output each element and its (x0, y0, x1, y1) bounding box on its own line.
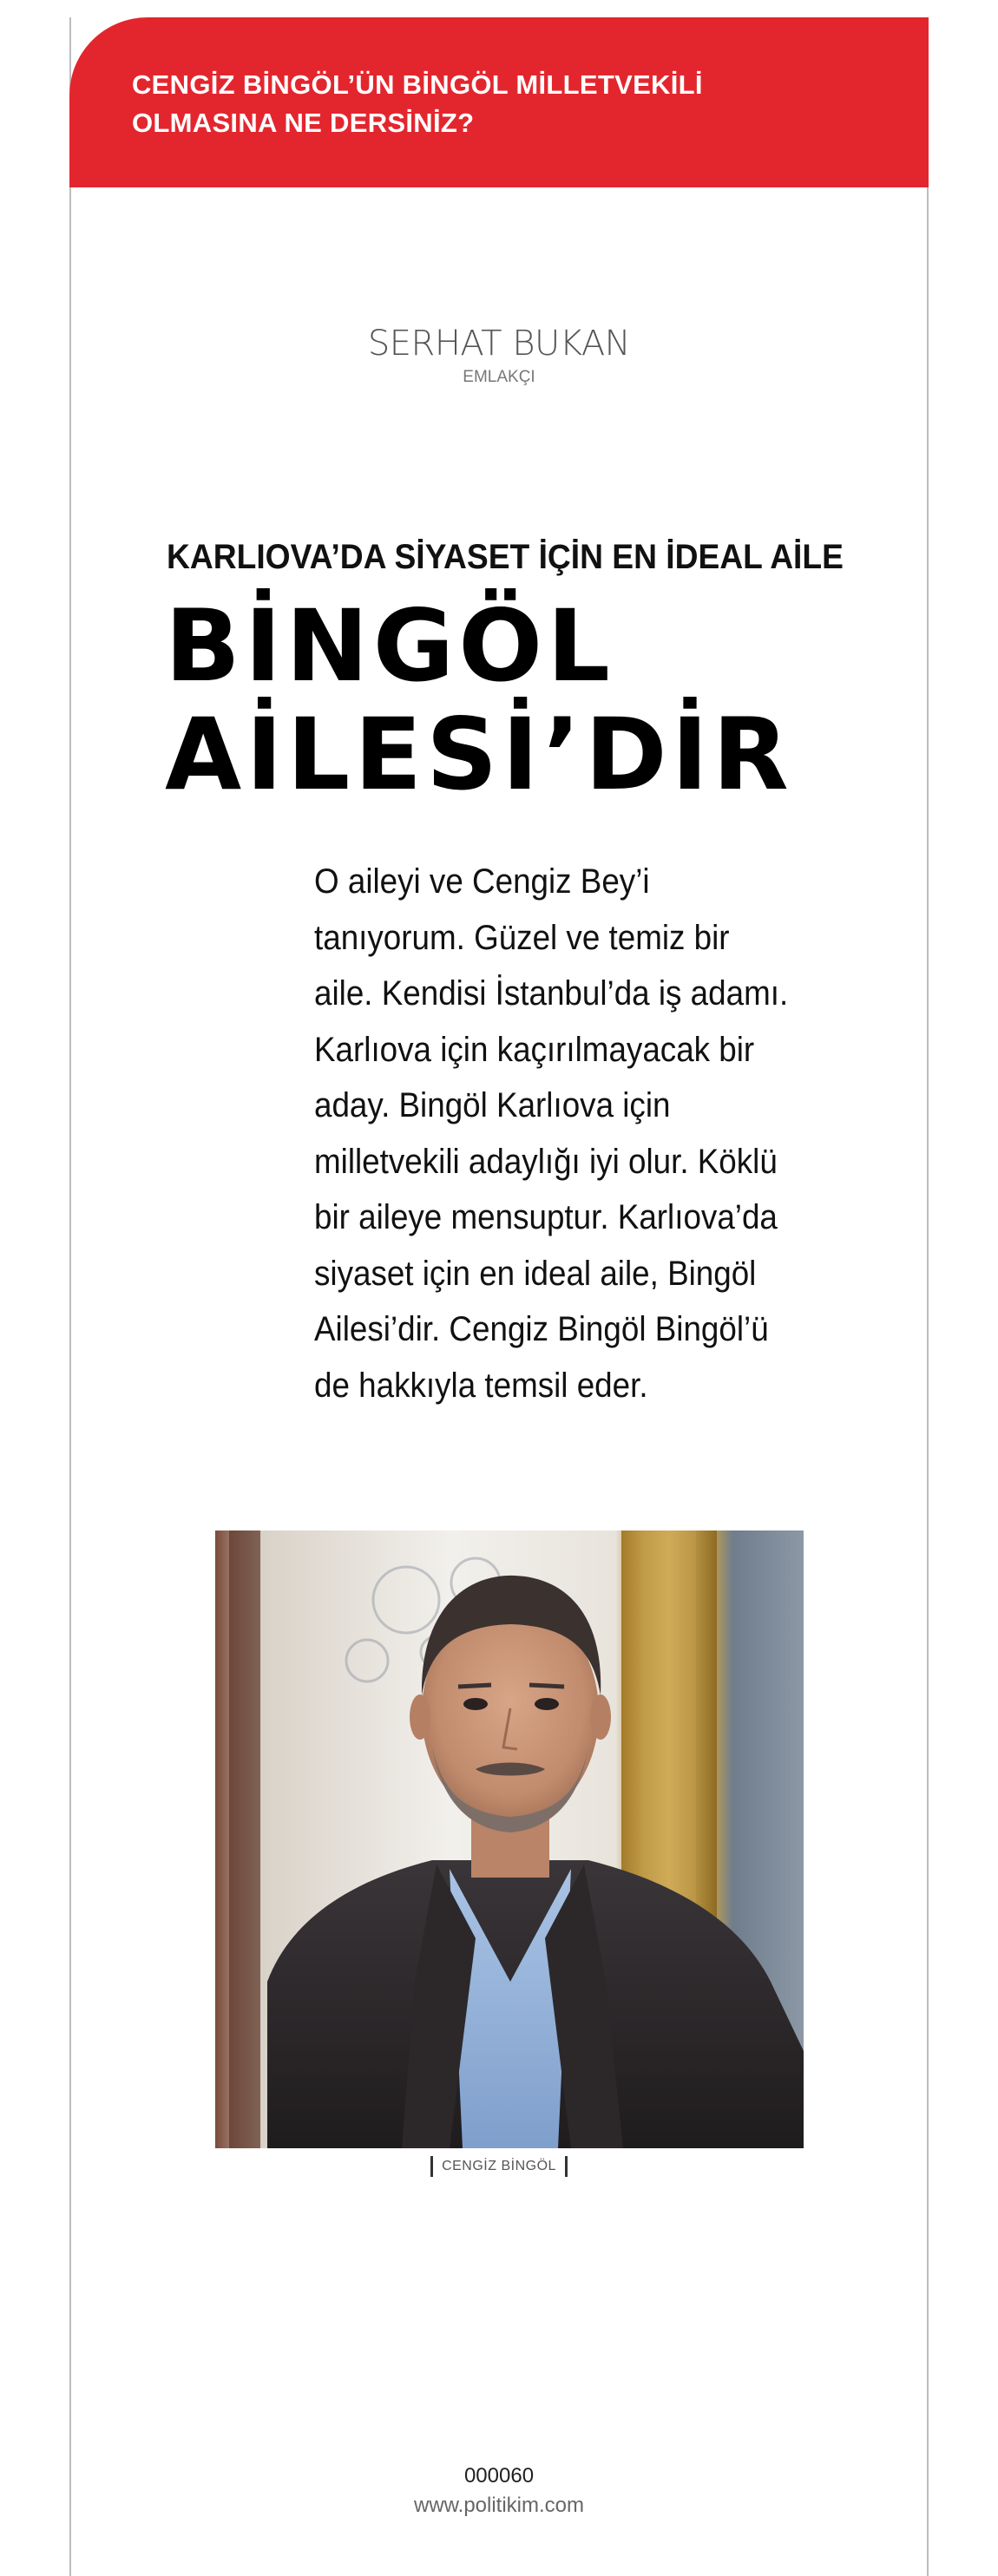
article-body: O aileyi ve Cengiz Bey’i tanıyorum. Güzel ve temiz bir aile. Kendisi İstanbul’da iş adamı. Karlıova için kaçırılmayacak bir aday. Bingöl Karlıova için milletvekili adaylığı iyi olur. Köklü bir aileye mensuptur. Karlıova’da siyaset için en ideal aile, Bingöl Ailesi’dir. Cengiz Bingöl Bingöl’ü de hakkıyla temsil eder. (314, 862, 789, 1405)
author-block (69, 323, 929, 387)
article-headline: BİNGÖL AİLESİ’DİR (165, 588, 793, 812)
page-number: 000060 (463, 2464, 535, 2488)
question-banner (69, 17, 929, 187)
website-link[interactable]: www.politikim.com (413, 2494, 585, 2517)
portrait-photo (215, 1531, 804, 2148)
author-name: SERHAT BUKAN (367, 324, 631, 364)
banner-question: CENGİZ BİNGÖL’ÜN BİNGÖL MİLLETVEKİLİ OLMASINA NE DERSİNİZ? (132, 69, 703, 138)
caption-right-bar (565, 2156, 568, 2177)
page-footer (69, 2462, 929, 2520)
caption-text: CENGİZ BİNGÖL (442, 2159, 556, 2173)
article-subheadline: KARLIOVA’DA SİYASET İÇİN EN İDEAL AİLE (167, 538, 844, 576)
author-role: EMLAKÇI (463, 368, 535, 386)
caption-left-bar (430, 2156, 433, 2177)
photo-caption (69, 2153, 929, 2179)
